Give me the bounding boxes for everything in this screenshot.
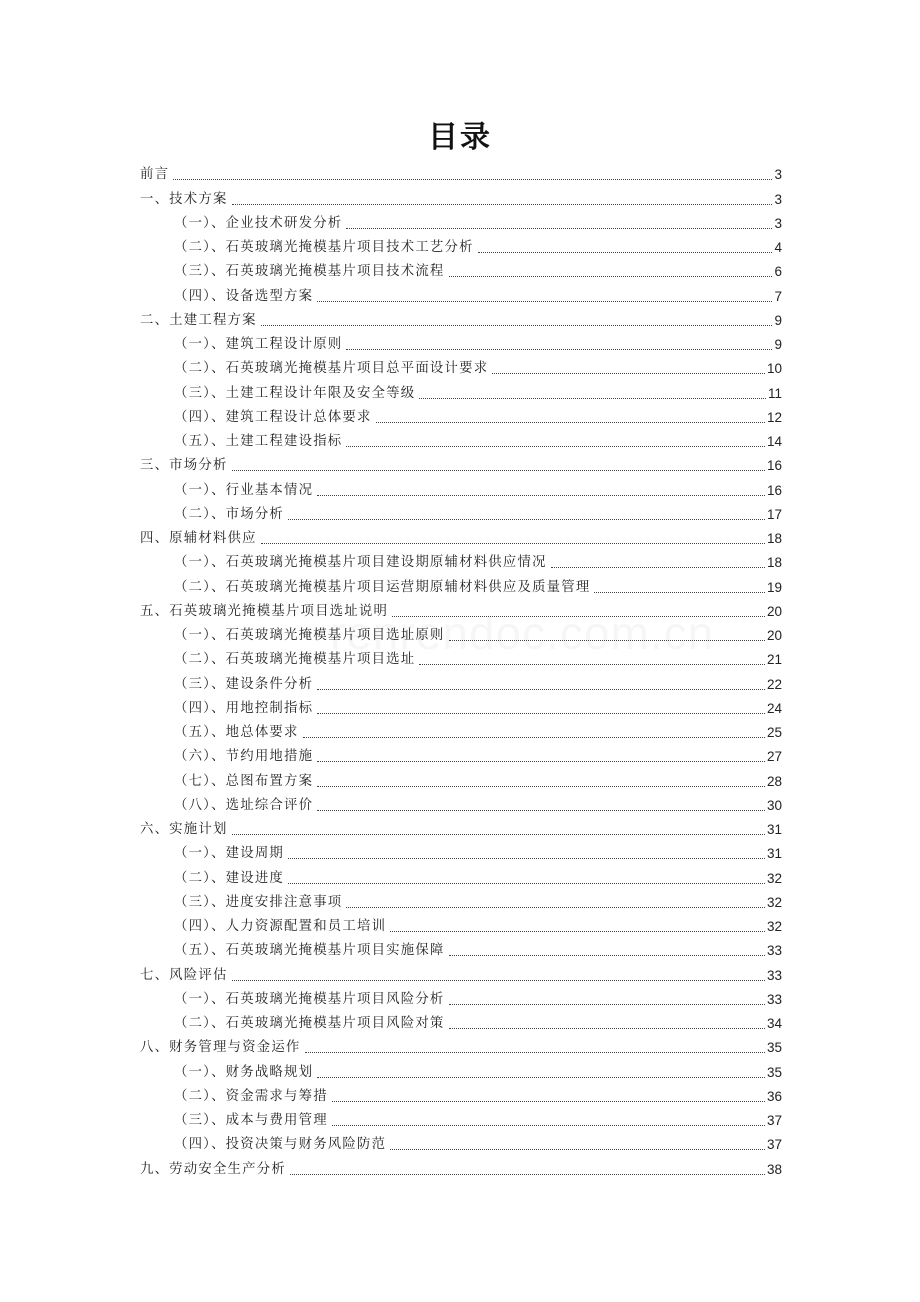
toc-entry-label: （四）、人力资源配置和员工培训 — [174, 919, 387, 934]
toc-entry-label: （一）、石英玻璃光掩模基片项目选址原则 — [174, 628, 445, 643]
toc-subsection-entry[interactable] — [140, 378, 782, 402]
toc-page-number: 37 — [766, 1137, 782, 1153]
toc-page-number: 34 — [766, 1016, 782, 1031]
toc-page-number: 3 — [774, 215, 782, 231]
toc-page-number: 7 — [774, 288, 782, 304]
toc-subsection-entry[interactable] — [140, 330, 782, 354]
toc-page-number: 32 — [766, 919, 782, 934]
toc-subsection-entry[interactable] — [140, 791, 782, 815]
dot-leader — [317, 495, 765, 496]
dot-leader — [376, 422, 765, 423]
dot-leader — [392, 616, 765, 617]
toc-entry-label: （三）、成本与费用管理 — [174, 1113, 328, 1128]
dot-leader — [303, 737, 765, 738]
toc-subsection-entry[interactable] — [140, 912, 782, 936]
dot-leader — [317, 301, 772, 302]
toc-page-number: 27 — [766, 749, 782, 765]
dot-leader — [449, 640, 765, 641]
toc-entry-label: （四）、用地控制指标 — [174, 700, 314, 716]
toc-section-entry[interactable] — [140, 306, 782, 330]
toc-subsection-entry[interactable] — [140, 354, 782, 378]
dot-leader — [317, 810, 765, 811]
toc-page-number: 31 — [766, 846, 782, 862]
toc-section-entry[interactable] — [140, 184, 782, 208]
toc-subsection-entry[interactable] — [140, 742, 782, 766]
toc-entry-label: 二、土建工程方案 — [140, 312, 257, 328]
toc-subsection-entry[interactable] — [140, 281, 782, 305]
toc-page-number: 32 — [766, 870, 782, 886]
toc-page-number: 35 — [766, 1064, 782, 1080]
toc-subsection-entry[interactable] — [140, 500, 782, 524]
toc-page-number: 33 — [766, 991, 782, 1007]
toc-entry-label: （八）、选址综合评价 — [174, 797, 314, 813]
dot-leader — [305, 1052, 765, 1053]
toc-page-number: 20 — [766, 628, 782, 643]
toc-page-number: 9 — [774, 337, 782, 352]
dot-leader — [449, 276, 773, 277]
toc-entry-label: 前言 — [140, 167, 170, 183]
toc-section-entry[interactable] — [140, 1033, 782, 1057]
toc-entry-label: （四）、投资决策与财务风险防范 — [174, 1137, 387, 1153]
toc-entry-label: （六）、节约用地措施 — [174, 749, 314, 765]
dot-leader — [346, 446, 765, 447]
toc-entry-label: （一）、财务战略规划 — [174, 1064, 314, 1080]
dot-leader — [332, 1101, 765, 1102]
dot-leader — [261, 543, 765, 544]
toc-entry-label: （四）、建筑工程设计总体要求 — [174, 409, 372, 425]
toc-subsection-entry[interactable] — [140, 718, 782, 742]
toc-page-number: 3 — [774, 167, 782, 183]
toc-section-entry[interactable] — [140, 815, 782, 839]
dot-leader — [346, 349, 772, 350]
toc-subsection-entry[interactable] — [140, 427, 782, 451]
toc-subsection-entry[interactable] — [140, 694, 782, 718]
toc-entry-label: （三）、土建工程设计年限及安全等级 — [174, 385, 416, 401]
toc-entry-label: （二）、石英玻璃光掩模基片项目总平面设计要求 — [174, 361, 489, 377]
toc-section-entry[interactable] — [140, 960, 782, 984]
toc-section-entry[interactable] — [140, 160, 782, 184]
dot-leader — [449, 1004, 765, 1005]
dot-leader — [332, 1125, 765, 1126]
dot-leader — [478, 252, 773, 253]
toc-page-number: 9 — [774, 312, 782, 328]
toc-subsection-entry[interactable] — [140, 548, 782, 572]
dot-leader — [232, 204, 773, 205]
toc-entry-label: （七）、总图布置方案 — [174, 773, 314, 789]
dot-leader — [290, 1174, 765, 1175]
toc-entry-label: （二）、石英玻璃光掩模基片项目选址 — [174, 652, 416, 668]
toc-entry-label: （一）、企业技术研发分析 — [174, 215, 343, 231]
toc-entry-label: （二）、资金需求与筹措 — [174, 1088, 328, 1104]
toc-page-number: 21 — [766, 652, 782, 668]
toc-subsection-entry[interactable] — [140, 669, 782, 693]
toc-subsection-entry[interactable] — [140, 1009, 782, 1033]
dot-leader — [419, 664, 765, 665]
toc-entry-label: 八、财务管理与资金运作 — [140, 1040, 301, 1056]
dot-leader — [232, 980, 765, 981]
dot-leader — [346, 907, 765, 908]
toc-subsection-entry[interactable] — [140, 1057, 782, 1081]
toc-page-number: 6 — [774, 264, 782, 280]
toc-page-number: 28 — [766, 773, 782, 789]
toc-subsection-entry[interactable] — [140, 257, 782, 281]
toc-subsection-entry[interactable] — [140, 233, 782, 257]
toc-entry-label: （四）、设备选型方案 — [174, 288, 314, 304]
toc-page-number: 17 — [766, 506, 782, 522]
dot-leader — [317, 761, 765, 762]
toc-page-number: 35 — [766, 1040, 782, 1056]
toc-entry-label: 七、风险评估 — [140, 967, 228, 983]
toc-page-number: 37 — [766, 1113, 782, 1128]
toc-entry-label: （一）、石英玻璃光掩模基片项目建设期原辅材料供应情况 — [174, 555, 547, 571]
toc-page-number: 4 — [774, 240, 782, 255]
dot-leader — [232, 834, 765, 835]
toc-page-number: 16 — [766, 482, 782, 498]
toc-entry-label: （三）、建设条件分析 — [174, 676, 314, 692]
toc-section-entry[interactable] — [140, 451, 782, 475]
toc-entry-label: （二）、石英玻璃光掩模基片项目运营期原辅材料供应及质量管理 — [174, 579, 591, 595]
toc-subsection-entry[interactable] — [140, 645, 782, 669]
toc-entry-label: 六、实施计划 — [140, 822, 228, 837]
toc-page-number: 3 — [774, 191, 782, 207]
toc-title: 目录 — [428, 120, 492, 155]
toc-subsection-entry[interactable] — [140, 766, 782, 790]
dot-leader — [173, 179, 772, 180]
toc-page-number: 32 — [766, 894, 782, 910]
toc-subsection-entry[interactable] — [140, 403, 782, 427]
toc-page-number: 12 — [766, 409, 782, 425]
toc-entry-label: 九、劳动安全生产分析 — [140, 1161, 286, 1177]
toc-section-entry[interactable] — [140, 1154, 782, 1178]
toc-entry-label: （二）、建设进度 — [174, 870, 285, 886]
toc-entry-label: （五）、地总体要求 — [174, 725, 299, 740]
toc-entry-label: （二）、市场分析 — [174, 506, 285, 522]
dot-leader — [449, 1028, 765, 1029]
dot-leader — [317, 786, 765, 787]
toc-entry-label: 四、原辅材料供应 — [140, 531, 257, 546]
dot-leader — [449, 955, 765, 956]
toc-page-number: 10 — [766, 361, 782, 377]
dot-leader — [390, 931, 765, 932]
dot-leader — [261, 325, 773, 326]
toc-subsection-entry[interactable] — [140, 572, 782, 596]
toc-page-number: 18 — [766, 531, 782, 546]
dot-leader — [288, 883, 765, 884]
toc-entry-label: 一、技术方案 — [140, 191, 228, 207]
toc-page-number: 19 — [766, 579, 782, 595]
toc-subsection-entry[interactable] — [140, 475, 782, 499]
toc-page-number: 24 — [766, 700, 782, 716]
dot-leader — [551, 567, 765, 568]
toc-subsection-entry[interactable] — [140, 936, 782, 960]
toc-subsection-entry[interactable] — [140, 985, 782, 1009]
toc-subsection-entry[interactable] — [140, 1082, 782, 1106]
dot-leader — [346, 228, 772, 229]
dot-leader — [232, 470, 765, 471]
toc-subsection-entry[interactable] — [140, 621, 782, 645]
toc-page-number: 31 — [766, 822, 782, 837]
toc-page-number: 33 — [766, 943, 782, 959]
toc-subsection-entry[interactable] — [140, 888, 782, 912]
toc-entry-label: （一）、行业基本情况 — [174, 482, 314, 498]
toc-entry-label: （一）、石英玻璃光掩模基片项目风险分析 — [174, 991, 445, 1007]
dot-leader — [288, 519, 765, 520]
toc-subsection-entry[interactable] — [140, 209, 782, 233]
dot-leader — [317, 1077, 765, 1078]
toc-subsection-entry[interactable] — [140, 839, 782, 863]
toc-entry-label: 三、市场分析 — [140, 458, 228, 474]
toc-page-number: 36 — [766, 1088, 782, 1104]
dot-leader — [390, 1149, 765, 1150]
toc-page-number: 30 — [766, 797, 782, 813]
toc-page-number: 22 — [766, 676, 782, 692]
toc-page-number: 38 — [766, 1161, 782, 1177]
toc-entry-label: 五、石英玻璃光掩模基片项目选址说明 — [140, 603, 389, 619]
toc-page-number: 11 — [767, 385, 782, 401]
dot-leader — [317, 689, 765, 690]
toc-section-entry[interactable] — [140, 524, 782, 548]
toc-subsection-entry[interactable] — [140, 1106, 782, 1130]
toc-entry-label: （三）、石英玻璃光掩模基片项目技术流程 — [174, 264, 445, 280]
dot-leader — [288, 858, 765, 859]
toc-entry-label: （五）、土建工程建设指标 — [174, 434, 343, 449]
toc-entry-label: （二）、石英玻璃光掩模基片项目技术工艺分析 — [174, 240, 474, 255]
toc-subsection-entry[interactable] — [140, 1130, 782, 1154]
dot-leader — [419, 398, 766, 399]
toc-entry-label: （二）、石英玻璃光掩模基片项目风险对策 — [174, 1016, 445, 1031]
toc-entry-label: （一）、建筑工程设计原则 — [174, 337, 343, 352]
toc-page-number: 14 — [766, 434, 782, 449]
toc-page-number: 33 — [766, 967, 782, 983]
toc-entry-label: （五）、石英玻璃光掩模基片项目实施保障 — [174, 943, 445, 959]
toc-page-number: 18 — [766, 555, 782, 571]
toc-entry-label: （三）、进度安排注意事项 — [174, 894, 343, 910]
toc-page-number: 20 — [766, 603, 782, 619]
dot-leader — [317, 713, 765, 714]
dot-leader — [594, 592, 765, 593]
toc-page-number: 16 — [766, 458, 782, 474]
table-of-contents — [140, 160, 782, 1179]
toc-page-number: 25 — [766, 725, 782, 740]
toc-section-entry[interactable] — [140, 597, 782, 621]
dot-leader — [492, 373, 765, 374]
toc-subsection-entry[interactable] — [140, 863, 782, 887]
toc-entry-label: （一）、建设周期 — [174, 846, 285, 862]
